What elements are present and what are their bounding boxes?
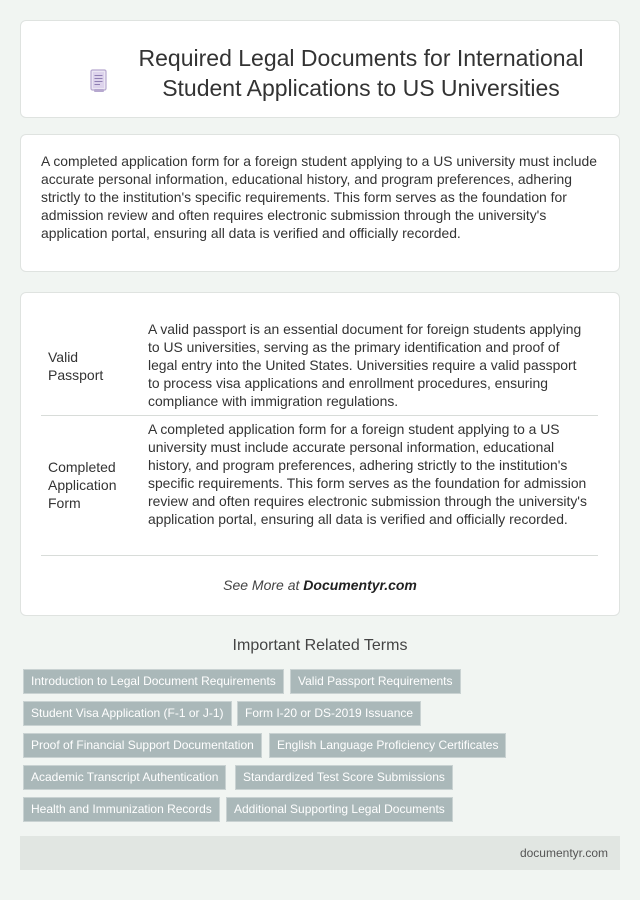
see-more-site[interactable]: Documentyr.com	[303, 577, 417, 593]
related-tag[interactable]: Form I-20 or DS-2019 Issuance	[237, 701, 421, 726]
intro-text: A completed application form for a foreign student applying to a US university must include accurate personal information, educational history, and program preferences, adhering strictly to the institution's specific requirements. This form serves as the foundation for admission review and often requires electronic submission through the university's application portal, ensuring all data is verified and officially recorded.	[41, 153, 597, 241]
related-tag[interactable]: Introduction to Legal Document Requirements	[23, 669, 284, 694]
document-term-line: Completed	[48, 459, 116, 475]
related-terms-title: Important Related Terms	[232, 637, 408, 654]
documents-table	[41, 319, 598, 556]
related-tag[interactable]: Health and Immunization Records	[23, 797, 220, 822]
document-term-line: Application	[48, 477, 117, 493]
footer-bar	[20, 836, 620, 870]
page-title	[111, 43, 611, 103]
page-title-line-1: Required Legal Documents for International	[138, 45, 584, 71]
related-tag[interactable]: Additional Supporting Legal Documents	[226, 797, 453, 822]
see-more-link[interactable]	[21, 577, 619, 593]
document-term	[48, 348, 140, 384]
document-term-line: Valid	[48, 349, 79, 365]
page-title-line-2: Student Applications to US Universities	[162, 75, 560, 101]
documents-card	[20, 292, 620, 616]
related-tag[interactable]: Student Visa Application (F-1 or J-1)	[23, 701, 232, 726]
title-card	[20, 20, 620, 118]
related-tag[interactable]: English Language Proficiency Certificates	[269, 733, 506, 758]
intro-card	[20, 134, 620, 272]
see-more-prefix: See More at	[223, 577, 304, 593]
document-term	[48, 458, 140, 512]
related-tag[interactable]: Standardized Test Score Submissions	[235, 765, 453, 790]
related-tag[interactable]: Valid Passport Requirements	[290, 669, 461, 694]
table-row	[41, 416, 598, 556]
footer-site-link[interactable]: documentyr.com	[519, 846, 608, 860]
document-icon	[89, 69, 109, 93]
table-row	[41, 319, 598, 416]
document-description: A completed application form for a foreign student applying to a US university must include accurate personal information, educational history, and program preferences, adhering strictly to the institution's specific requirements. This form serves as the foundation for admission review and often requires electronic submission through the university's application portal, ensuring all data is verified and officially recorded.	[148, 421, 587, 527]
related-tag[interactable]: Academic Transcript Authentication	[23, 765, 226, 790]
document-term-line: Form	[48, 495, 81, 511]
related-tag[interactable]: Proof of Financial Support Documentation	[23, 733, 262, 758]
document-description: A valid passport is an essential document for foreign students applying to US universities, serving as the primary identification and proof of legal entry into the United States. Universities require a valid passport to process visa applications and enrollment procedures, ensuring compliance with immigration regulations.	[148, 321, 582, 409]
document-term-line: Passport	[48, 367, 104, 383]
